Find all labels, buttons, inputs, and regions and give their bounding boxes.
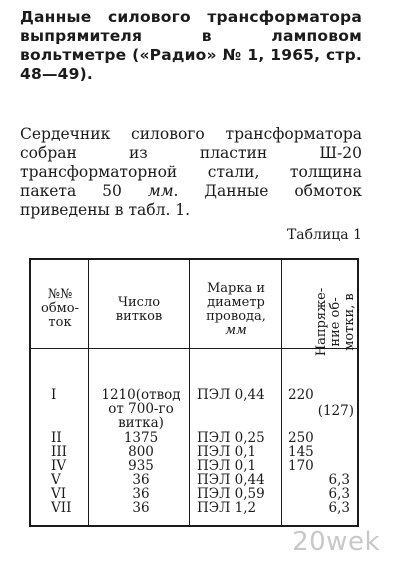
voltage-alt-cell: (127) — [317, 403, 354, 419]
turns-cell: 1375 — [123, 430, 159, 446]
turns-cell: 36 — [132, 500, 150, 516]
turns-cell: 935 — [128, 458, 154, 474]
paragraph-unit: мм — [147, 182, 174, 200]
winding-number-cell: VI — [51, 486, 67, 502]
winding-number-cell: IV — [51, 458, 67, 474]
header-text: №№ — [47, 287, 73, 302]
turns-cell: 36 — [132, 486, 150, 502]
voltage-cell: 220 — [288, 387, 314, 403]
wire-cell: ПЭЛ 0,59 — [197, 486, 265, 502]
header-text: обмо- — [41, 301, 79, 316]
document-title: Данные силового трансформатора выпрямителя в ламповом вольтметре («Радио» № 1, 1965, стр. 48—49). — [20, 8, 362, 83]
header-text: Число — [117, 295, 161, 310]
header-text: ние об- — [327, 297, 343, 347]
paragraph-text-before: Сердечник силового трансформатора собран из пластин Ш-20 трансформаторной стали, толщина пакета 50 — [20, 125, 362, 200]
winding-number-cell: III — [51, 444, 67, 460]
winding-number-cell: II — [51, 430, 62, 446]
wire-cell: ПЭЛ 0,1 — [197, 458, 257, 474]
header-wire — [191, 282, 281, 338]
table-column-divider — [189, 260, 190, 525]
header-unit: в — [341, 293, 357, 301]
windings-table — [29, 258, 359, 527]
voltage-cell: 6,3 — [328, 472, 350, 488]
turns-cell: витка) — [118, 415, 164, 431]
table-caption: Таблица 1 — [286, 227, 362, 243]
paragraph-text-after: . Данные обмоток приведены в табл. 1. — [20, 182, 362, 219]
wire-cell: ПЭЛ 0,25 — [197, 430, 265, 446]
core-description-paragraph — [20, 125, 362, 220]
wire-cell: ПЭЛ 0,44 — [197, 472, 265, 488]
winding-number-cell: I — [51, 387, 57, 403]
watermark: 20wek — [292, 527, 380, 557]
header-text: мотки, — [341, 300, 357, 351]
turns-cell: 800 — [128, 444, 154, 460]
turns-cell: 1210(отвод — [101, 387, 181, 403]
voltage-cell: 145 — [288, 444, 314, 460]
table-column-divider — [281, 260, 282, 525]
voltage-cell: 170 — [288, 458, 314, 474]
table-column-divider — [88, 260, 89, 525]
header-voltage-rotated — [315, 288, 357, 356]
header-text-last — [343, 288, 357, 356]
header-text: провода, — [206, 309, 266, 324]
header-text: Марка и — [206, 281, 266, 296]
voltage-cell: 6,3 — [328, 486, 350, 502]
wire-cell: ПЭЛ 0,1 — [197, 444, 257, 460]
header-winding-number — [33, 288, 87, 330]
table-header-divider — [31, 348, 357, 349]
voltage-cell: 250 — [288, 430, 314, 446]
turns-cell: 36 — [132, 472, 150, 488]
header-text: Напряже- — [313, 287, 329, 357]
wire-cell: ПЭЛ 1,2 — [197, 500, 257, 516]
turns-cell: от 700-го — [108, 401, 174, 417]
header-text: диаметр — [207, 295, 265, 310]
header-text: витков — [115, 309, 163, 324]
header-text: ток — [48, 315, 72, 330]
winding-number-cell: VII — [51, 500, 72, 516]
header-turns — [91, 296, 187, 324]
wire-cell: ПЭЛ 0,44 — [197, 387, 265, 403]
header-voltage — [314, 264, 357, 380]
winding-number-cell: V — [51, 472, 61, 488]
header-unit: мм — [225, 323, 247, 338]
voltage-cell: 6,3 — [328, 500, 350, 516]
